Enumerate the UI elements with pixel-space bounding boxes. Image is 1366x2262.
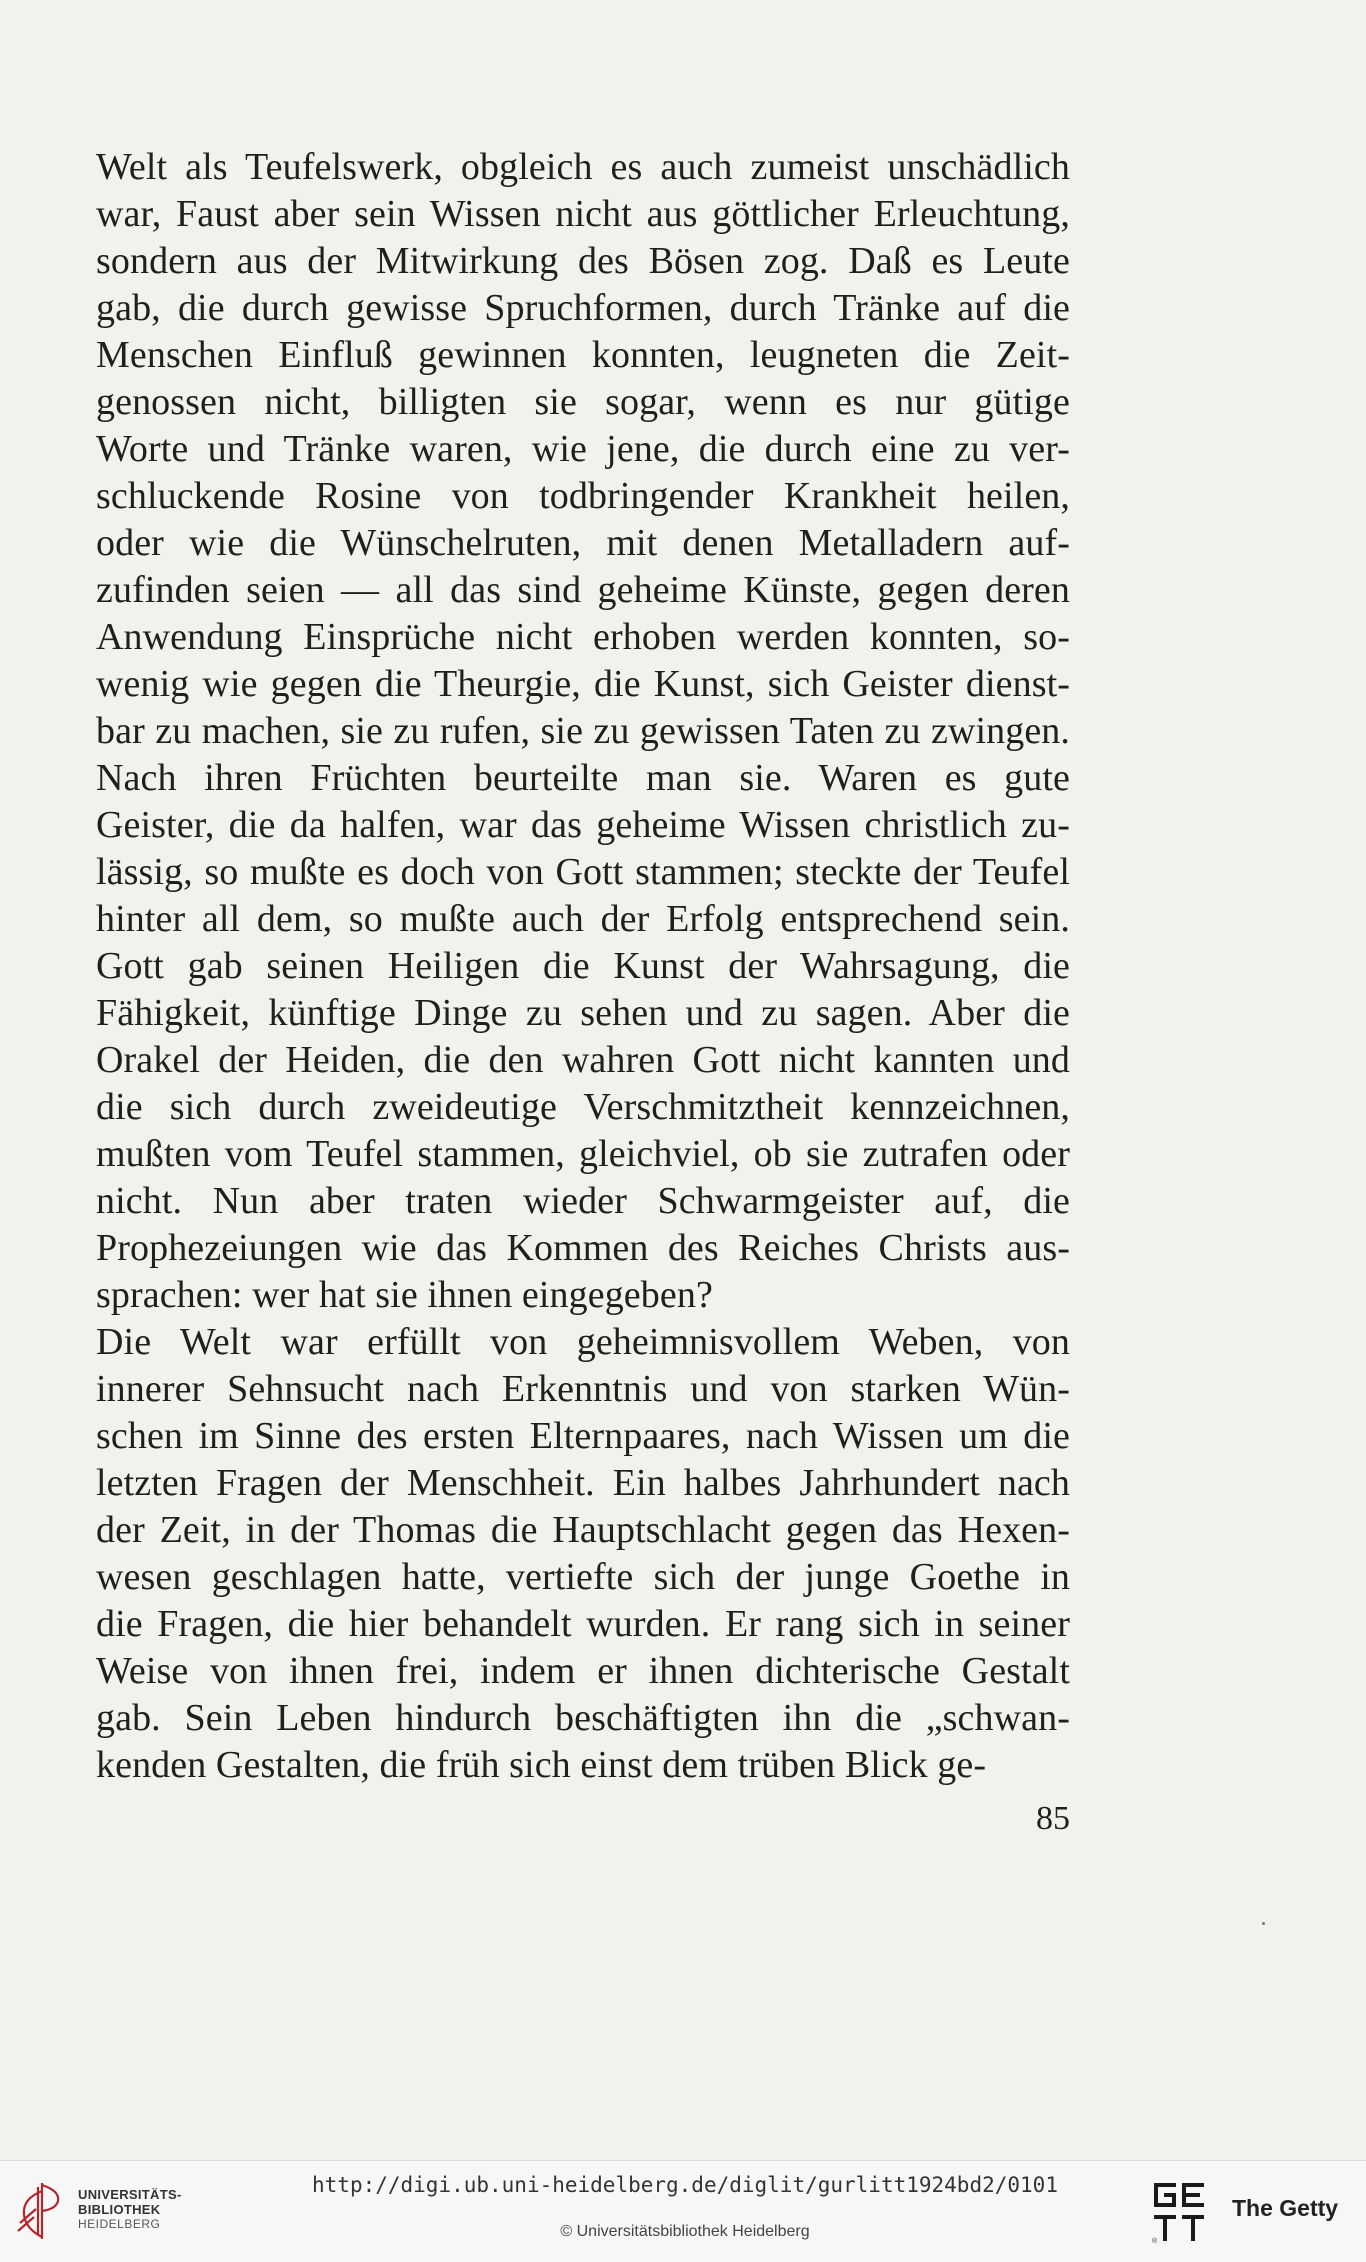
text-line: sprachen: wer hat sie ihnen eingegeben? [96, 1274, 713, 1316]
library-name-line2: BIBLIOTHEK [78, 2202, 161, 2217]
text-line: genossen nicht, billigten sie sogar, wenn es nur gütige [96, 381, 1070, 423]
library-name-line1: UNIVERSITÄTS- [78, 2187, 182, 2202]
text-line: Welt als Teufelswerk, obgleich es auch zumeist unschädlich [96, 146, 1070, 188]
library-logo[interactable] [12, 2173, 182, 2249]
text-line: gab, die durch gewisse Spruchformen, durch Tränke auf die [96, 287, 1070, 329]
text-line: Nach ihren Früchten beurteilte man sie. Waren es gute [96, 757, 1070, 799]
text-line: wesen geschlagen hatte, vertiefte sich der junge Goethe in [96, 1556, 1070, 1598]
text-line: bar zu machen, sie zu rufen, sie zu gewissen Taten zu zwingen. [96, 710, 1070, 752]
library-logo-icon [12, 2179, 68, 2243]
text-line: schen im Sinne des ersten Elternpaares, nach Wissen um die [96, 1415, 1070, 1457]
text-line: der Zeit, in der Thomas die Hauptschlacht gegen das Hexen- [96, 1509, 1070, 1551]
text-line: letzten Fragen der Menschheit. Ein halbes Jahrhundert nach [96, 1462, 1070, 1504]
text-line: Orakel der Heiden, die den wahren Gott nicht kannten und [96, 1039, 1070, 1081]
text-line: Anwendung Einsprüche nicht erhoben werden konnten, so- [96, 616, 1070, 658]
getty-logo-icon[interactable] [1152, 2179, 1210, 2245]
text-line: gab. Sein Leben hindurch beschäftigten ihn die „schwan- [96, 1697, 1070, 1739]
library-name-line3: HEIDELBERG [78, 2217, 161, 2231]
text-line: Geister, die da halfen, war das geheime Wissen christlich zu- [96, 804, 1070, 846]
text-line: Prophezeiungen wie das Kommen des Reiches Christs aus- [96, 1227, 1070, 1269]
text-line: Fähigkeit, künftige Dinge zu sehen und zu sagen. Aber die [96, 992, 1070, 1034]
text-line: lässig, so mußte es doch von Gott stammen; steckte der Teufel [96, 851, 1070, 893]
text-line: mußten vom Teufel stammen, gleichviel, ob sie zutrafen oder [96, 1133, 1070, 1175]
text-line: nicht. Nun aber traten wieder Schwarmgeister auf, die [96, 1180, 1070, 1222]
text-line: Weise von ihnen frei, indem er ihnen dichterische Gestalt [96, 1650, 1070, 1692]
page-number: 85 [1036, 1800, 1070, 1837]
permalink-url[interactable]: http://digi.ub.uni-heidelberg.de/diglit/gurlitt1924bd2/0101 [312, 2173, 1058, 2197]
text-line: Die Welt war erfüllt von geheimnisvollem Weben, von [96, 1321, 1070, 1363]
text-line: wenig wie gegen die Theurgie, die Kunst, sich Geister dienst- [96, 663, 1070, 705]
body-text [96, 144, 1070, 1789]
text-line: war, Faust aber sein Wissen nicht aus göttlicher Erleuchtung, [96, 193, 1070, 235]
text-line: kenden Gestalten, die früh sich einst dem trüben Blick ge- [96, 1744, 987, 1786]
scan-speck [1262, 1922, 1265, 1925]
text-line: schluckende Rosine von todbringender Krankheit heilen, [96, 475, 1070, 517]
text-line: die sich durch zweideutige Verschmitztheit kennzeichnen, [96, 1086, 1070, 1128]
viewer-footer [0, 2160, 1366, 2262]
copyright-notice: © Universitätsbibliothek Heidelberg [560, 2223, 810, 2240]
svg-text:®: ® [1152, 2238, 1158, 2245]
text-line: hinter all dem, so mußte auch der Erfolg entsprechend sein. [96, 898, 1070, 940]
getty-name: The Getty [1232, 2195, 1339, 2221]
text-line: innerer Sehnsucht nach Erkenntnis und von starken Wün- [96, 1368, 1070, 1410]
text-line: die Fragen, die hier behandelt wurden. Er rang sich in seiner [96, 1603, 1070, 1645]
library-name [78, 2187, 182, 2232]
text-line: Gott gab seinen Heiligen die Kunst der Wahrsagung, die [96, 945, 1070, 987]
text-line: oder wie die Wünschelruten, mit denen Metalladern auf- [96, 522, 1070, 564]
text-line: Worte und Tränke waren, wie jene, die durch eine zu ver- [96, 428, 1070, 470]
text-line: Menschen Einfluß gewinnen konnten, leugneten die Zeit- [96, 334, 1070, 376]
text-line: sondern aus der Mitwirkung des Bösen zog. Daß es Leute [96, 240, 1070, 282]
text-line: zufinden seien — all das sind geheime Künste, gegen deren [96, 569, 1070, 611]
